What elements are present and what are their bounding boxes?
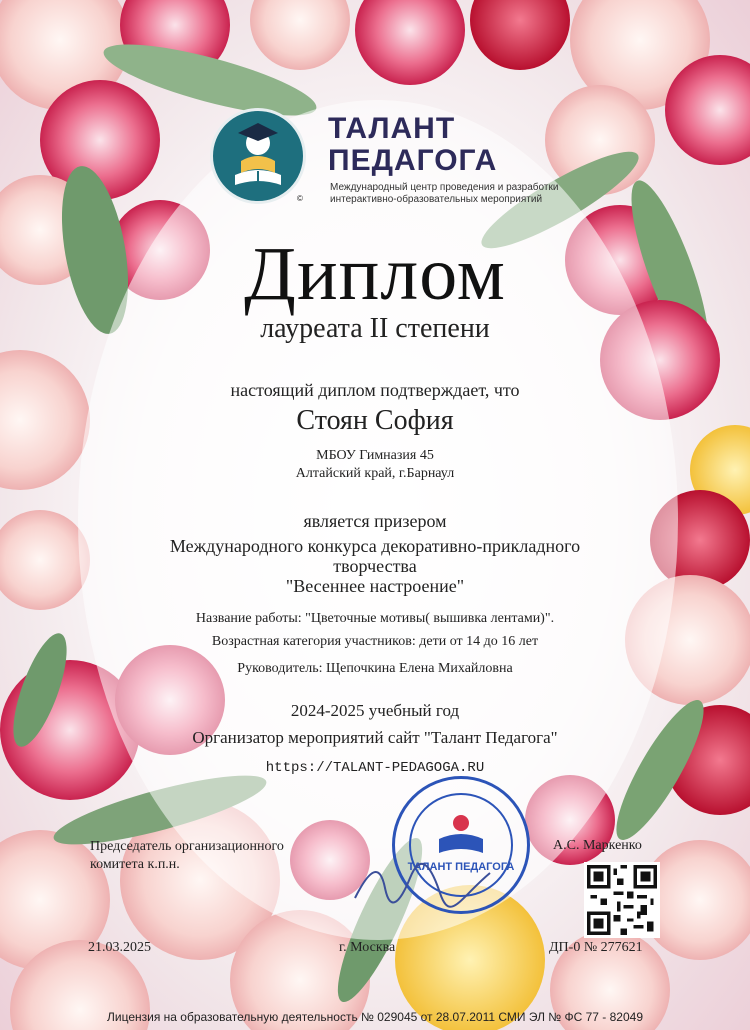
recipient-name: Стоян София <box>296 405 454 436</box>
supervisor: Руководитель: Щепочкина Елена Михайловна <box>237 661 513 676</box>
work-title: Название работы: "Цветочные мотивы( вышивка лентами)". <box>195 611 555 626</box>
brand-name-line1: ТАЛАНТ <box>328 112 456 145</box>
issue-date: 21.03.2025 <box>88 940 151 955</box>
school-year: 2024-2025 учебный год <box>290 701 460 720</box>
contest-line1: Международного конкурса декоративно-прикладного <box>169 536 581 556</box>
copyright-mark: © <box>297 194 303 203</box>
status-text: является призером <box>303 511 447 531</box>
recipient-region: Алтайский край, г.Барнаул <box>295 466 455 481</box>
diploma-degree: лауреата II степени <box>260 313 490 344</box>
organizer: Организатор мероприятий сайт "Талант Педагога" <box>192 728 558 747</box>
diploma-number: ДП-0 № 277621 <box>549 940 643 955</box>
chair-line2: комитета к.п.н. <box>90 857 180 872</box>
graduate-book-logo-icon <box>210 108 306 204</box>
recipient-school-block <box>0 447 750 483</box>
website-link[interactable]: https://TALANT-PEDAGOGA.RU <box>265 760 485 776</box>
issue-city: г. Москва <box>339 940 396 955</box>
contest-line2: творчества <box>333 556 417 576</box>
brand-name-line2: ПЕДАГОГА <box>328 144 498 177</box>
qr-code-icon[interactable] <box>584 862 660 938</box>
contest-name: "Весеннее настроение" <box>285 576 465 596</box>
chair-title <box>90 838 284 874</box>
stamp-text: ТАЛАНТ ПЕДАГОГА <box>407 861 515 873</box>
recipient-school: МБОУ Гимназия 45 <box>316 448 434 463</box>
signatory-name: А.С. Маркенко <box>553 838 642 853</box>
contest-block <box>0 536 750 596</box>
signature-icon <box>350 858 500 908</box>
brand-subtitle: Международный центр проведения и разработки интерактивно-образовательных мероприятий <box>330 182 559 205</box>
stamp-book-icon <box>435 809 487 859</box>
age-category: Возрастная категория участников: дети от 14 до 16 лет <box>211 634 539 649</box>
confirm-text: настоящий диплом подтверждает, что <box>230 380 520 400</box>
license-text: Лицензия на образовательную деятельность № 029045 от 28.07.2011 СМИ ЭЛ № ФС 77 - 82049 <box>107 1010 643 1024</box>
chair-line1: Председатель организационного <box>90 839 284 854</box>
diploma-title: Диплом <box>244 232 506 316</box>
